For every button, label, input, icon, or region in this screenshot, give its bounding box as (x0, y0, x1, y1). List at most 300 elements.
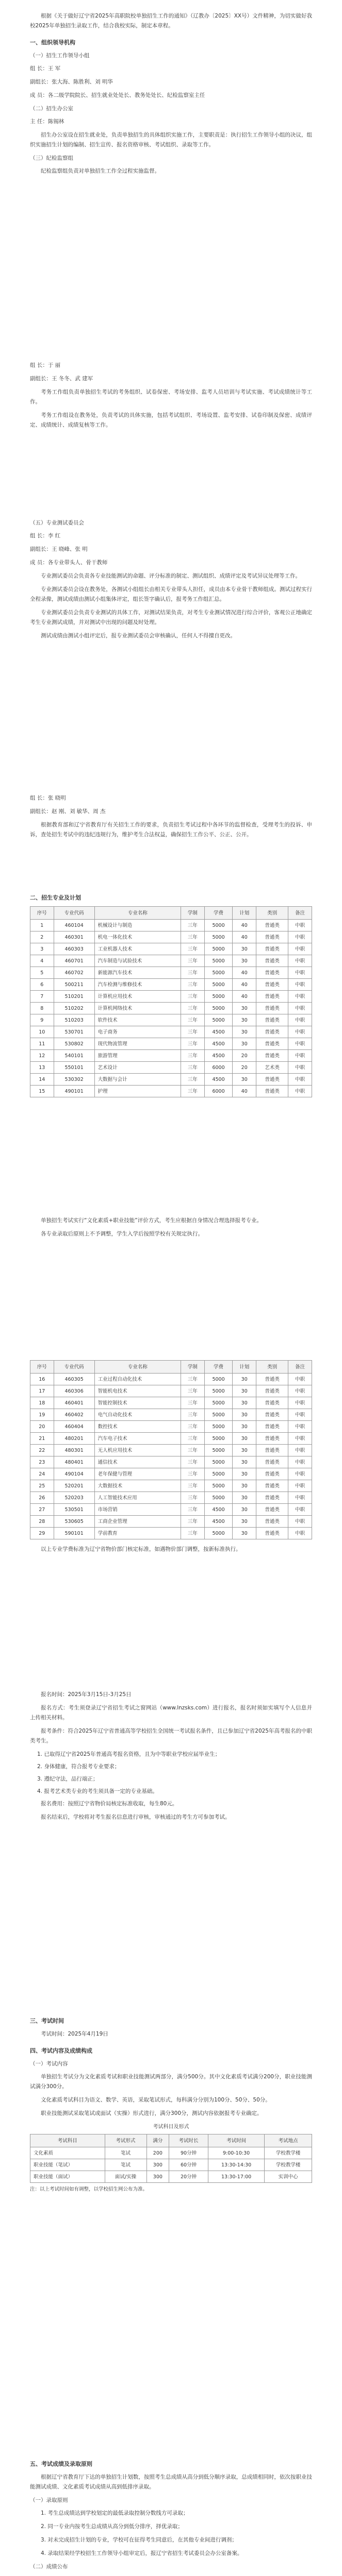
plan-table-1-cell: 现代物流管理 (94, 1038, 181, 1050)
plan-table-1-cell: 三年 (181, 1038, 205, 1050)
plan-table-2-cell: 30 (233, 1456, 256, 1468)
exam-table (30, 2134, 312, 2183)
list-item: 4. 报考艺术类专业的考生须具备一定的专业基础。 (37, 1788, 158, 1794)
plan-table-2-cell: 30 (233, 1445, 256, 1456)
plan-table-1-header-2: 专业名称 (94, 907, 181, 920)
registration-fee: 报名费用：按照辽宁省物价局核定标准收取，每生80元。 (41, 1801, 178, 1807)
registration-condition: 报考条件：符合2025年辽宁省普通高等学校招生全国统一考试报名条件，且已参加辽宁省2025年高考报名的中职类考生。 (30, 1728, 312, 1744)
exam-table-header-1: 考试形式 (105, 2134, 146, 2147)
plan-table-1-cell: 普通类 (256, 1026, 288, 1038)
plan-table-1-cell: 三年 (181, 991, 205, 1003)
plan-table-1-cell: 5000 (204, 1014, 233, 1026)
plan-table-1-cell: 5000 (204, 1003, 233, 1014)
plan-table-2-cell: 三年 (181, 1433, 205, 1445)
plan-table-2-cell: 460402 (54, 1409, 94, 1421)
plan-table-2-cell: 普通类 (256, 1445, 288, 1456)
plan-table-1-cell: 460301 (54, 931, 94, 943)
plan-table-1-cell: 15 (30, 1086, 54, 1097)
plan-table-2-cell: 18 (30, 1397, 54, 1409)
plan-table-2-cell: 5000 (204, 1468, 233, 1480)
plan-table-1-cell: 500211 (54, 979, 94, 991)
exam-table-cell: 300 (146, 2159, 169, 2171)
supervision-paragraph: 根据教育部和辽宁省教育厅有关招生工作的要求，负责招生考试过程中各环节的监督检查，受理考生的投诉、申诉，查处招生考试中的违纪违规行为，维护考生合法权益，确保招生工作公平、公正、公开。 (30, 822, 312, 838)
plan-table-2-cell: 30 (233, 1516, 256, 1528)
table-row (30, 1050, 312, 1062)
plan-table-1-cell: 新能源汽车技术 (94, 967, 181, 979)
plan-table-2-cell: 三年 (181, 1445, 205, 1456)
plan-table-2-cell: 23 (30, 1456, 54, 1468)
table-row (30, 1528, 312, 1539)
plan-table-1-cell: 40 (233, 979, 256, 991)
plan-table-2-cell: 三年 (181, 1421, 205, 1433)
plan-table-1-cell: 5000 (204, 955, 233, 967)
exam-table-header-0: 考试科目 (30, 2134, 105, 2147)
plan-table-2-cell: 530501 (54, 1504, 94, 1516)
plan-table-2-cell: 30 (233, 1468, 256, 1480)
plan-table-1-cell: 中职 (288, 931, 312, 943)
plan-table-2-cell: 市场营销 (94, 1504, 181, 1516)
plan-table-2-cell: 普通类 (256, 1516, 288, 1528)
plan-table-1-cell: 普通类 (256, 1038, 288, 1050)
plan-table-1-header-1: 专业代码 (54, 907, 94, 920)
plan-table-1-cell: 艺术类 (256, 1062, 288, 1074)
plan-table-1-header-4: 学费 (204, 907, 233, 920)
plan-table-2-header-0: 序号 (30, 1361, 54, 1374)
plan-table-1-cell: 30 (233, 1026, 256, 1038)
plan-table-2-cell: 中职 (288, 1528, 312, 1539)
exam-table-cell: 职业技能（面试） (30, 2171, 105, 2183)
plan-table-2-cell: 5000 (204, 1528, 233, 1539)
table-row (30, 1003, 312, 1014)
table-row (30, 1516, 312, 1528)
admission-rule-3: 3. 对未完成招生计划的专业，学校可在征得考生同意后，在其他专业间进行调剂； (41, 2537, 237, 2543)
plan-table-2-cell: 汽车电子技术 (94, 1433, 181, 1445)
table-row (30, 920, 312, 931)
committee-members-line: 成 员：各专业带头人、骨干教师 (30, 560, 108, 566)
plan-table-2-cell: 26 (30, 1492, 54, 1504)
table-row (30, 1480, 312, 1492)
table-row (30, 1086, 312, 1097)
exam-table-cell: 20分钟 (169, 2171, 208, 2183)
plan-table-1-cell: 电子商务 (94, 1026, 181, 1038)
table-row (30, 1433, 312, 1445)
plan-table-2-cell: 5000 (204, 1385, 233, 1397)
plan-table-1-cell: 9 (30, 1014, 54, 1026)
exam-table-cell: 实训中心 (265, 2171, 312, 2183)
plan-table-1-header-7: 备注 (288, 907, 312, 920)
plan-table-2-cell: 三年 (181, 1468, 205, 1480)
plan-table-1-cell: 12 (30, 1050, 54, 1062)
members-line: 成 员：各二级学院院长、招生就业处处长、教务处处长、纪检监察室主任 (30, 92, 205, 98)
exam-table-header-5: 考试地点 (265, 2134, 312, 2147)
plan-table-1-cell: 20 (233, 1062, 256, 1074)
exam-table-cell: 200 (146, 2147, 169, 2159)
committee-paragraph-1: 专业测试委员会负责各专业技能测试的命题、评分标准的制定、测试组织、成绩评定及考试异议处理等工作。 (41, 573, 301, 579)
plan-table-1-cell: 工业机器人技术 (94, 943, 181, 955)
registration-list (30, 1750, 312, 1797)
intro-paragraph: 根据《关于做好辽宁省2025年高职院校单独招生工作的通知》（辽教办〔2025〕XX号）文件精神，为切实做好我校2025年单独招生录取工作，结合我校实际，制定本章程。 (30, 13, 312, 29)
plan-table-1-cell: 2 (30, 931, 54, 943)
plan-table-1-cell: 7 (30, 991, 54, 1003)
admission-rule-2: 2. 同一专业内按考生总成绩从高分到低分排序，择优录取； (41, 2523, 183, 2530)
exam-table-cell: 90分钟 (169, 2147, 208, 2159)
plan-table-1-cell: 13 (30, 1062, 54, 1074)
plan-table-2-cell: 中职 (288, 1516, 312, 1528)
plan-table-2-cell: 5000 (204, 1480, 233, 1492)
plan-table-1-cell: 550101 (54, 1062, 94, 1074)
plan-table-1-cell: 大数据与会计 (94, 1074, 181, 1086)
deputy-line: 副组长：张大海、陈胜利、刘 明华 (30, 79, 113, 85)
plan-table-1-cell: 中职 (288, 943, 312, 955)
admission-rule-4: 4. 录取结果经学校招生工作领导小组审定后，报辽宁省招生考试委员会办公室备案。 (41, 2550, 243, 2556)
plan-table-2-cell: 27 (30, 1504, 54, 1516)
table-row (30, 1504, 312, 1516)
plan-table-1-cell: 中职 (288, 1038, 312, 1050)
subheading-office: （二）招生办公室 (30, 106, 73, 112)
plan-table-1-cell: 5000 (204, 967, 233, 979)
exam-content-1: 单独招生考试分为文化素质考试和职业技能测试两部分，满分500分。其中文化素质考试满分200分，职业技能测试满分300分。 (30, 2074, 312, 2090)
plan-table-2-cell: 三年 (181, 1504, 205, 1516)
exam-table-caption: 考试科目及形式 (153, 2124, 189, 2130)
exam-paragraph-1: 考务工作组负责单独招生考试的考务组织、试卷保密、考场安排、监考人员培训与考试实施、考试成绩统计等工作。 (30, 389, 312, 405)
plan-table-2-header-1: 专业代码 (54, 1361, 94, 1374)
plan-table-1-cell: 460702 (54, 967, 94, 979)
plan-table-2-cell: 30 (233, 1421, 256, 1433)
section-supervision-group (30, 793, 312, 843)
plan-table-2-cell: 19 (30, 1409, 54, 1421)
exam-table-cell: 13:30-14:30 (208, 2159, 265, 2171)
plan-table-1-cell: 30 (233, 1014, 256, 1026)
office-leader-line: 主 任：陈锡林 (30, 118, 64, 125)
plan-table-1-cell: 4500 (204, 1074, 233, 1086)
leader-line: 组 长：王 军 (30, 65, 61, 72)
plan-table-2-cell: 三年 (181, 1409, 205, 1421)
section-exam-group (30, 361, 312, 434)
plan-table-2-cell: 5000 (204, 1492, 233, 1504)
committee-deputy-line: 副组长：王 晓峰、张 明 (30, 546, 88, 552)
plan-table-2-cell: 29 (30, 1528, 54, 1539)
section-organization (30, 11, 312, 180)
plan-table-2-cell: 17 (30, 1385, 54, 1397)
plan-table-1-cell: 30 (233, 1074, 256, 1086)
plan-table-2-cell: 普通类 (256, 1468, 288, 1480)
plan-table-2-cell: 28 (30, 1516, 54, 1528)
plan-table-1-cell: 6000 (204, 1086, 233, 1097)
plan-table-2-cell: 590101 (54, 1528, 94, 1539)
plan-table-1-cell: 5 (30, 967, 54, 979)
plan-table-2-cell: 5000 (204, 1445, 233, 1456)
plan-table-1-cell: 3 (30, 943, 54, 955)
plan-table-2-cell: 4500 (204, 1516, 233, 1528)
plan-table-1-cell: 6000 (204, 1062, 233, 1074)
plan-table-1-cell: 普通类 (256, 991, 288, 1003)
plan-table-2-cell: 普通类 (256, 1433, 288, 1445)
plan-table-1-header-0: 序号 (30, 907, 54, 920)
registration-tail: 报名结束后，学校将对考生报名信息进行审核，审核通过的考生方可参加考试。 (41, 1814, 231, 1820)
plan-table-2-cell: 中职 (288, 1492, 312, 1504)
plan-table-1-cell: 普通类 (256, 1050, 288, 1062)
table-row (30, 1374, 312, 1385)
table-row (30, 943, 312, 955)
plan-table-2-cell: 520203 (54, 1492, 94, 1504)
plan-table-1-cell: 5000 (204, 931, 233, 943)
registration-method: 报名方式：考生须登录辽宁省招生考试之窗网站（www.lnzsks.com）进行报名，报名时须如实填写个人信息并上传相关材料。 (30, 1705, 312, 1721)
plan-table-1-cell: 三年 (181, 1074, 205, 1086)
plan-table-1-cell: 旅游管理 (94, 1050, 181, 1062)
exam-table-cell: 60分钟 (169, 2159, 208, 2171)
plan-table-2-cell: 人工智能技术应用 (94, 1492, 181, 1504)
table-row (30, 2159, 312, 2171)
plan-table-2-header-4: 学费 (204, 1361, 233, 1374)
plan-table-1-cell: 普通类 (256, 1014, 288, 1026)
plan-table-1-cell: 普通类 (256, 1086, 288, 1097)
table-row (30, 2147, 312, 2159)
table-row (30, 967, 312, 979)
plan-table-1-cell: 普通类 (256, 943, 288, 955)
plan-table-1-cell: 三年 (181, 955, 205, 967)
exam-table-cell: 300 (146, 2171, 169, 2183)
heading-exam-time: 三、考试时间 (30, 2018, 64, 2024)
heading-admission: 五、考试成绩及录取原则 (30, 2461, 92, 2467)
plan-table-1-cell: 中职 (288, 1062, 312, 1074)
plan-table-1-cell: 普通类 (256, 931, 288, 943)
plan-table-1-cell: 三年 (181, 1014, 205, 1026)
plan-table-1-cell: 540101 (54, 1050, 94, 1062)
plan-table-1-cell: 机电一体化技术 (94, 931, 181, 943)
plan-table-1-cell: 中职 (288, 1014, 312, 1026)
plan-table-2-cell: 三年 (181, 1516, 205, 1528)
plan-table-2-cell: 普通类 (256, 1397, 288, 1409)
plan-table-1-cell: 530802 (54, 1038, 94, 1050)
plan-table-2-cell: 中职 (288, 1456, 312, 1468)
plan-table-2-cell: 普通类 (256, 1504, 288, 1516)
plan-table-1-cell: 460104 (54, 920, 94, 931)
plan-table-2-cell: 中职 (288, 1480, 312, 1492)
plan-table-1-cell: 490101 (54, 1086, 94, 1097)
heading-organization: 一、组织领导机构 (30, 39, 75, 46)
plan-table-1-cell: 普通类 (256, 955, 288, 967)
plan-table-1-cell: 中职 (288, 991, 312, 1003)
section-enrollment-plan (30, 886, 312, 1097)
table-row (30, 1062, 312, 1074)
plan-table-2-cell: 5000 (204, 1456, 233, 1468)
plan-table-2-cell: 480201 (54, 1433, 94, 1445)
plan-note-1: 单独招生考试实行“文化素质+职业技能”评价方式，考生应根据自身情况合理选择报考专业。 (41, 1217, 263, 1224)
plan-table-2-cell: 5000 (204, 1397, 233, 1409)
exam-table-cell: 笔试 (105, 2159, 146, 2171)
plan-table-2-cell: 5000 (204, 1421, 233, 1433)
office-description: 招生办公室设在招生就业处，负责单独招生的具体组织实施工作，主要职责是：执行招生工作领导小组的决议，组织实施招生计划的编制、招生宣传、报名资格审核、考试组织、录取等工作。 (30, 132, 312, 148)
exam-table-cell: 学校教学楼 (265, 2159, 312, 2171)
plan-table-2-cell: 5000 (204, 1433, 233, 1445)
exam-table-header-4: 考试时间 (208, 2134, 265, 2147)
plan-table-1-cell: 中职 (288, 967, 312, 979)
exam-table-header-3: 考试时长 (169, 2134, 208, 2147)
list-item: 3. 遵纪守法，品行端正； (37, 1776, 99, 1782)
plan-table-2-cell: 5000 (204, 1409, 233, 1421)
section-enrollment-plan-2 (30, 1360, 312, 1558)
plan-table-1-cell: 汽车制造与试验技术 (94, 955, 181, 967)
plan-table-1-cell: 460701 (54, 955, 94, 967)
list-item: 1. 已取得辽宁省2025年普通高考报名资格，且为中等职业学校应届毕业生； (37, 1751, 221, 1757)
exam-content-3: 职业技能测试采取笔试或面试（实操）形式进行，满分300分，测试内容依据报考专业确定。 (41, 2110, 263, 2116)
table-row (30, 931, 312, 943)
table-row (30, 1445, 312, 1456)
plan-table-1-cell: 中职 (288, 1050, 312, 1062)
plan-table-2-cell: 25 (30, 1480, 54, 1492)
plan-table-2-cell: 三年 (181, 1385, 205, 1397)
plan-table-1-cell: 30 (233, 955, 256, 967)
plan-table-1-cell: 中职 (288, 1086, 312, 1097)
plan-table-2-cell: 30 (233, 1528, 256, 1539)
plan-table-1-cell: 中职 (288, 979, 312, 991)
plan-table-1-cell: 中职 (288, 920, 312, 931)
supervision-lead-line: 组 长：张 晓明 (30, 795, 66, 801)
plan-table-2-cell: 中职 (288, 1468, 312, 1480)
heading-enrollment-plan: 二、招生专业及计划 (30, 894, 81, 901)
plan-table-2-cell: 530605 (54, 1516, 94, 1528)
plan-table-1-cell: 普通类 (256, 979, 288, 991)
plan-table-2-cell: 16 (30, 1374, 54, 1385)
plan-table-1-cell: 护理 (94, 1086, 181, 1097)
plan-table-1-header-3: 学制 (181, 907, 205, 920)
plan-table-1-cell: 4 (30, 955, 54, 967)
plan-table-1-cell: 4500 (204, 1026, 233, 1038)
plan-table-2-cell: 30 (233, 1374, 256, 1385)
plan-table-2-cell: 中职 (288, 1433, 312, 1445)
subheading-supervision: （三）纪检监察组 (30, 155, 73, 161)
section-exam-content (30, 2009, 312, 2196)
exam-table-cell: 职业技能（笔试） (30, 2159, 105, 2171)
plan-table-2-cell: 490104 (54, 1468, 94, 1480)
exam-table-cell: 13:30-17:00 (208, 2171, 265, 2183)
plan-table-1-cell: 机械设计与制造 (94, 920, 181, 931)
plan-table-2-cell: 三年 (181, 1480, 205, 1492)
table-row (30, 1385, 312, 1397)
table-row (30, 1421, 312, 1433)
exam-content-2: 文化素质考试科目为语文、数学、英语，采取笔试形式，每科满分分别为100分、50分、50分。 (41, 2097, 271, 2103)
exam-table-cell: 学校教学楼 (265, 2147, 312, 2159)
section-admission (30, 2452, 312, 2576)
table-row (30, 1456, 312, 1468)
exam-deputy-line: 副组长：王 冬冬、武 建军 (30, 376, 93, 382)
plan-table-2-cell: 30 (233, 1492, 256, 1504)
plan-table-2-cell: 中职 (288, 1385, 312, 1397)
plan-table-2-cell: 30 (233, 1397, 256, 1409)
plan-table-1-cell: 530302 (54, 1074, 94, 1086)
table-row (30, 1038, 312, 1050)
plan-table-2-cell: 电气自动化技术 (94, 1409, 181, 1421)
plan-table-2-cell: 无人机应用技术 (94, 1445, 181, 1456)
plan-table-1-cell: 40 (233, 931, 256, 943)
plan-table-1-cell: 中职 (288, 1026, 312, 1038)
plan-table-1-cell: 中职 (288, 955, 312, 967)
committee-paragraph-3: 专业测试委员会负责专业测试的具体工作，对测试结果负责，对考生专业测试情况进行综合评价，客观公正地确定考生专业测试成绩，并对测试中出现的问题及时处理。 (30, 609, 312, 625)
subheading-score-publish: （二）成绩公布 (30, 2564, 68, 2570)
exam-time-line: 考试时间：2025年4月19日 (41, 2031, 108, 2037)
plan-table-2-cell: 中职 (288, 1409, 312, 1421)
plan-table-1-cell: 5000 (204, 979, 233, 991)
plan-table-1 (30, 906, 312, 1097)
plan-table-2-cell: 普通类 (256, 1456, 288, 1468)
exam-table-cell: 笔试 (105, 2147, 146, 2159)
plan-fee-note: 以上专业学费标准为辽宁省物价部门核定标准，如遇物价部门调整，按新标准执行。 (41, 1546, 241, 1552)
plan-table-1-cell: 普通类 (256, 1003, 288, 1014)
exam-table-header-2: 满分 (146, 2134, 169, 2147)
plan-table-2-cell: 学前教育 (94, 1528, 181, 1539)
plan-table-2-cell: 30 (233, 1385, 256, 1397)
plan-table-2-cell: 普通类 (256, 1421, 288, 1433)
table-row (30, 979, 312, 991)
plan-table-2-cell: 中职 (288, 1421, 312, 1433)
plan-table-2-cell: 三年 (181, 1528, 205, 1539)
plan-table-1-cell: 普通类 (256, 920, 288, 931)
plan-table-1-cell: 30 (233, 1003, 256, 1014)
plan-table-2-header-3: 学制 (181, 1361, 205, 1374)
plan-table-2-cell: 460305 (54, 1374, 94, 1385)
plan-table-2-cell: 21 (30, 1433, 54, 1445)
committee-paragraph-2: 专业测试委员会设在教务处，各测试小组组长由相关专业带头人担任，成员由本专业骨干教师组成。测试过程实行全程录像，测试成绩由测试小组集体评定，组长签字确认后，报考务工作组汇总。 (30, 586, 312, 602)
plan-table-2-cell: 5000 (204, 1374, 233, 1385)
plan-table-2-cell: 通信技术 (94, 1456, 181, 1468)
plan-table-1-cell: 40 (233, 920, 256, 931)
plan-table-2-cell: 智能机电技术 (94, 1385, 181, 1397)
plan-table-1-cell: 三年 (181, 1086, 205, 1097)
admission-rule-1: 1. 考生总成绩达到学校划定的最低录取控制分数线方可录取； (41, 2510, 189, 2516)
plan-table-1-cell: 三年 (181, 1050, 205, 1062)
list-item: 2. 身体健康，符合报考专业要求； (37, 1764, 120, 1770)
plan-table-1-header-6: 类别 (256, 907, 288, 920)
plan-table-1-cell: 汽车检测与维修技术 (94, 979, 181, 991)
table-row (30, 1397, 312, 1409)
plan-table-1-cell: 5000 (204, 943, 233, 955)
plan-table-2-header-6: 类别 (256, 1361, 288, 1374)
subheading-test-committee: （五）专业测试委员会 (30, 520, 84, 526)
plan-table-1-cell: 三年 (181, 931, 205, 943)
subheading-admission-principle: （一）录取原则 (30, 2497, 68, 2503)
plan-table-1-cell: 460303 (54, 943, 94, 955)
plan-table-2-cell: 中职 (288, 1504, 312, 1516)
exam-table-cell: 9:00-10:30 (208, 2147, 265, 2159)
committee-lead-line: 组 长：李 红 (30, 533, 61, 539)
supervision-description: 纪检监察组负责对单独招生工作全过程实施监督。 (41, 168, 160, 174)
plan-table-1-cell: 三年 (181, 967, 205, 979)
plan-table-2-cell: 普通类 (256, 1385, 288, 1397)
plan-table-1-cell: 30 (233, 1038, 256, 1050)
table-row (30, 1026, 312, 1038)
plan-table-1-cell: 4500 (204, 1038, 233, 1050)
plan-table-1-cell: 中职 (288, 1003, 312, 1014)
plan-table-2-cell: 工业过程自动化技术 (94, 1374, 181, 1385)
plan-table-1-cell: 40 (233, 1086, 256, 1097)
plan-table-2-cell: 520201 (54, 1480, 94, 1492)
plan-table-2-cell: 460401 (54, 1397, 94, 1409)
plan-table-1-cell: 530701 (54, 1026, 94, 1038)
table-row (30, 991, 312, 1003)
plan-table-1-cell: 8 (30, 1003, 54, 1014)
plan-table-2-cell: 普通类 (256, 1374, 288, 1385)
plan-table-1-cell: 510202 (54, 1003, 94, 1014)
plan-table-2-cell: 中职 (288, 1374, 312, 1385)
table-row (30, 1468, 312, 1480)
plan-table-2-cell: 30 (233, 1433, 256, 1445)
plan-table-2-cell: 工商企业管理 (94, 1516, 181, 1528)
plan-table-1-cell: 10 (30, 1026, 54, 1038)
table-row (30, 2171, 312, 2183)
registration-time: 报名时间：2025年3月15日-3月25日 (41, 1691, 132, 1698)
plan-table-2 (30, 1360, 312, 1539)
plan-table-2-cell: 普通类 (256, 1480, 288, 1492)
